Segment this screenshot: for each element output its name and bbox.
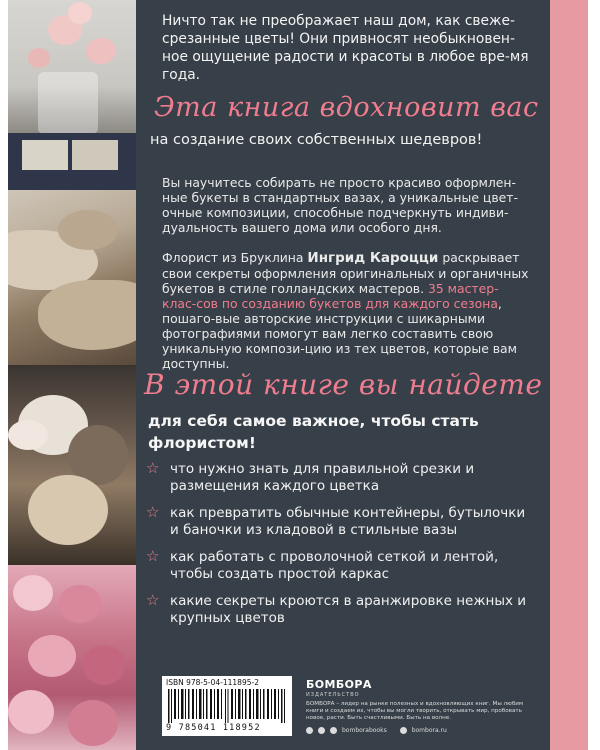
photo-pink-flowers [8, 565, 136, 750]
list-item-text: как работать с проволочной сеткой и лентой, чтобы создать простой каркас [170, 549, 499, 582]
list-item [146, 505, 536, 539]
barcode-digits: 9 785041 118952 [166, 723, 261, 733]
heading-script-1: Эта книга вдохновит вас [154, 92, 539, 123]
social-icon [330, 727, 337, 734]
star-icon: ☆ [146, 503, 160, 521]
star-icon: ☆ [146, 591, 160, 609]
list-item [146, 461, 536, 495]
publisher-description: БОМБОРА – лидер на рынке полезных и вдохновляющих книг. Мы любим книги и создаем их, чтобы вы могли творить, открывать мир, пробовать новое, расти. Быть счастливыми. Быть на волне. [306, 701, 524, 722]
social-icon [318, 727, 325, 734]
paragraph-florist [162, 250, 532, 371]
masterclasses-highlight: 35 мастер-клас-сов по созданию букетов для каждого сезона [162, 281, 499, 311]
star-icon: ☆ [146, 459, 160, 477]
social-icon [306, 727, 313, 734]
publisher-block [306, 678, 541, 734]
publisher-links [306, 727, 541, 734]
para3-post: , пошаго-вые авторские инструкции с шикарными фотографиями помогут вам легко составить свою уникальную компози-цию из тех цветов, которые вам доступны. [162, 296, 517, 371]
pink-spine-strip [550, 0, 588, 750]
photo-florist-at-work [8, 365, 136, 565]
barcode-bars [168, 689, 286, 723]
text-panel [136, 0, 550, 750]
list-item-text: какие секреты кроются в аранжировке нежных и крупных цветов [170, 593, 527, 626]
photo-strip [8, 0, 136, 750]
para3-mid: раскрывает свои секреты оформления оригинальных и органичных букетов в стиле голландских мастеров. [162, 250, 529, 296]
florist-name: Ингрид Кароцци [307, 250, 439, 266]
social-handle[interactable]: bomborabooks [342, 726, 387, 734]
intro-text: Ничто так не преображает наш дом, как свеже-срезанные цветы! Они привносят необыкновен-ное ощущение радости и красоты в любое вре-мя года. [162, 13, 529, 83]
barcode [162, 676, 292, 736]
publisher-subtitle: ИЗДАТЕЛЬСТВО [306, 692, 360, 698]
heading-script-2: В этой книге вы найдете [144, 368, 543, 401]
heading-1-rest: на создание своих собственных шедевров! [150, 132, 483, 148]
globe-icon [400, 727, 407, 734]
photo-wrapped-flowers [8, 190, 136, 365]
list-item-text: что нужно знать для правильной срезки и размещения каждого цветка [170, 461, 475, 494]
feature-list [146, 461, 536, 637]
website-link[interactable]: bombora.ru [411, 726, 447, 734]
paragraph-skills: Вы научитесь собирать не просто красиво оформлен-ные букеты в стандартных вазах, а уникальные цвет-очные композиции, способные подчеркнуть индиви-дуальность вашего дома или особого дня. [162, 175, 518, 235]
photo-roses-vase [8, 0, 136, 190]
star-icon: ☆ [146, 547, 160, 565]
list-item-text: как превратить обычные контейнеры, бутылочки и баночки из кладовой в стильные вазы [170, 505, 526, 538]
heading-2-rest: для себя самое важное, чтобы стать флористом! [148, 412, 479, 452]
para3-pre: Флорист из Бруклина [162, 250, 308, 265]
publisher-logo: БОМБОРА [306, 678, 372, 691]
list-item [146, 549, 536, 583]
isbn-number: ISBN 978-5-04-111895-2 [166, 678, 259, 687]
list-item [146, 593, 536, 627]
